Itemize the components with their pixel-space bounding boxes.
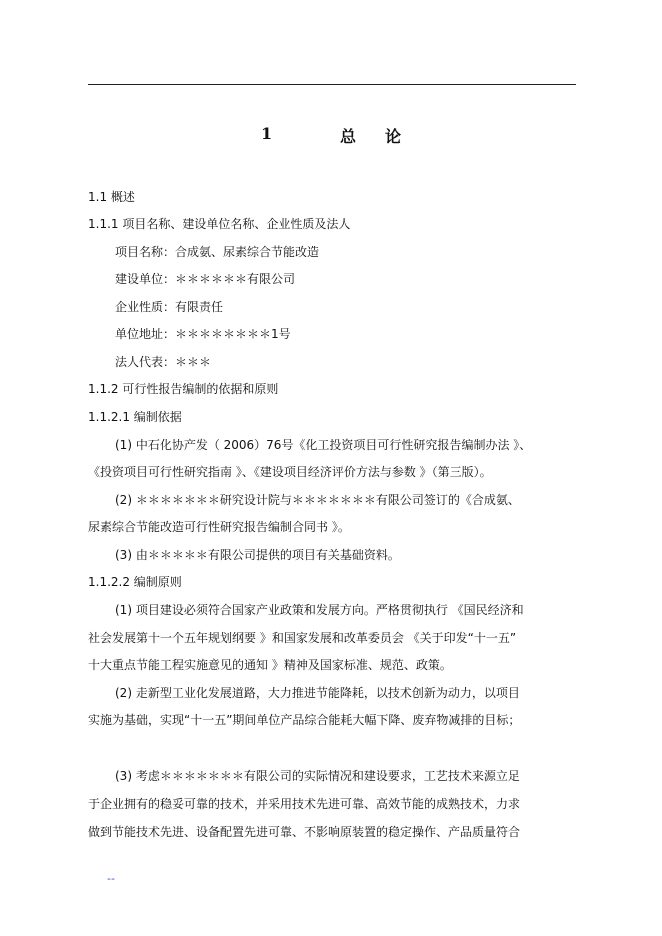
paragraph-line: 做到节能技术先进、设备配置先进可靠、不影响原装置的稳定操作、产品质量符合 bbox=[88, 825, 521, 839]
paragraph-line: (3) 由＊＊＊＊＊有限公司提供的项目有关基础资料。 bbox=[115, 548, 400, 562]
subsection-heading: 1.1.2 可行性报告编制的依据和原则 bbox=[88, 382, 279, 396]
paragraph-line: 尿素综合节能改造可行性研究报告编制合同书 》。 bbox=[88, 520, 350, 534]
paragraph-line: 十大重点节能工程实施意见的通知 》精神及国家标准、规范、政策。 bbox=[88, 658, 452, 672]
paragraph-line: (2) ＊＊＊＊＊＊＊研究设计院与＊＊＊＊＊＊＊有限公司签订的《合成氨、 bbox=[115, 493, 520, 507]
unit-address-line: 单位地址：＊＊＊＊＊＊＊＊1号 bbox=[115, 327, 291, 341]
paragraph-line: 实施为基础，实现“十一五”期间单位产品综合能耗大幅下降、废弃物减排的目标； bbox=[88, 713, 521, 727]
footer-mark: -- bbox=[107, 872, 115, 885]
chapter-title-char-2: 论 bbox=[385, 127, 402, 146]
chapter-number: 1 bbox=[261, 124, 273, 143]
chapter-title-char-1: 总 bbox=[340, 127, 357, 146]
paragraph-line: (1) 中石化协产发（ 2006）76号《化工投资项目可行性研究报告编制办法 》、 bbox=[115, 438, 532, 452]
paragraph-line: (3) 考虑＊＊＊＊＊＊＊有限公司的实际情况和建设要求，工艺技术来源立足 bbox=[115, 769, 520, 783]
paragraph-line: (1) 项目建设必须符合国家产业政策和发展方向。严格贯彻执行 《国民经济和 bbox=[115, 603, 524, 617]
paragraph-line: (2) 走新型工业化发展道路，大力推进节能降耗，以技术创新为动力，以项目 bbox=[115, 686, 520, 700]
paragraph-line: 于企业拥有的稳妥可靠的技术，并采用技术先进可靠、高效节能的成熟技术，力求 bbox=[88, 797, 521, 811]
subsubsection-heading: 1.1.2.2 编制原则 bbox=[88, 575, 182, 589]
subsection-heading: 1.1.1 项目名称、建设单位名称、企业性质及法人 bbox=[88, 217, 351, 231]
enterprise-type-line: 企业性质：有限责任 bbox=[115, 300, 224, 314]
paragraph-line: 社会发展第十一个五年规划纲要 》和国家发展和改革委员会 《关于印发“十一五” bbox=[88, 631, 517, 645]
legal-rep-line: 法人代表：＊＊＊ bbox=[115, 355, 212, 369]
section-heading: 1.1 概述 bbox=[88, 190, 135, 204]
project-name-line: 项目名称：合成氨、尿素综合节能改造 bbox=[115, 245, 320, 259]
subsubsection-heading: 1.1.2.1 编制依据 bbox=[88, 410, 182, 424]
paragraph-line: 《投资项目可行性研究指南 》、《建设项目经济评价方法与参数 》（第三版）。 bbox=[88, 465, 492, 479]
header-rule bbox=[88, 84, 576, 85]
builder-unit-line: 建设单位：＊＊＊＊＊＊有限公司 bbox=[115, 272, 296, 286]
chapter-heading bbox=[0, 124, 662, 146]
